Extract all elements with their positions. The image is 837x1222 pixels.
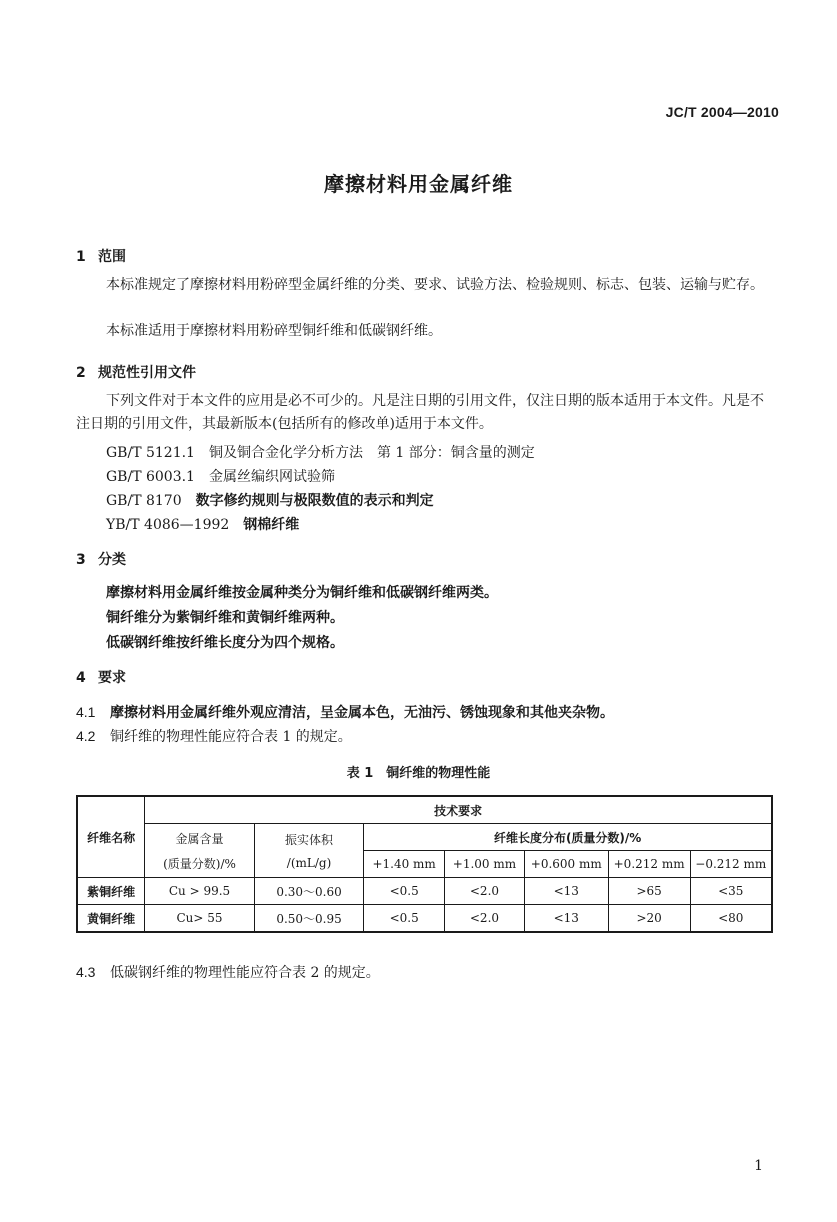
header-tech-requirements: 技术要求: [145, 796, 772, 824]
header-metal-line-2: (质量分数)/%: [163, 856, 236, 871]
reference-item: [106, 442, 535, 462]
section-number: 2: [76, 365, 86, 381]
section-title: 规范性引用文件: [98, 365, 196, 381]
cell-density: 0.50～0.95: [254, 905, 363, 933]
section-title: 要求: [98, 670, 126, 686]
section-4-heading: [76, 667, 126, 687]
reference-title: 钢棉纤维: [243, 517, 300, 533]
reference-item: [106, 490, 434, 510]
table-row: [77, 878, 772, 905]
header-length-col: +1.40 mm: [364, 851, 445, 878]
cell-length: <0.5: [364, 905, 445, 933]
reference-title: 数字修约规则与极限数值的表示和判定: [195, 493, 434, 509]
cell-density: 0.30～0.60: [254, 878, 363, 905]
clause-number: 4.2: [76, 728, 96, 744]
section-1-paragraph-2: 本标准适用于摩擦材料用粉碎型铜纤维和低碳钢纤维。: [106, 323, 442, 339]
header-metal-line-1: 金属含量: [175, 831, 224, 846]
header-length-col: +0.212 mm: [608, 851, 690, 878]
cell-length: <2.0: [445, 878, 525, 905]
page-number: 1: [754, 1158, 763, 1174]
cell-name: 紫铜纤维: [77, 878, 145, 905]
section-2-heading: [76, 362, 196, 382]
section-1-paragraph-1: 本标准规定了摩擦材料用粉碎型金属纤维的分类、要求、试验方法、检验规则、标志、包装、运输与贮存。: [106, 277, 764, 293]
reference-item: [106, 514, 299, 534]
reference-code: YB/T 4086—1992: [106, 517, 230, 533]
cell-name: 黄铜纤维: [77, 905, 145, 933]
header-density-line-1: 振实体积: [285, 833, 334, 847]
table-caption: 表 1 铜纤维的物理性能: [346, 766, 491, 781]
clause-text: 低碳钢纤维的物理性能应符合表 2 的规定。: [110, 965, 380, 981]
reference-title: 金属丝编织网试验筛: [208, 469, 335, 485]
header-density-line-2: /(mL/g): [286, 856, 332, 870]
section-3-heading: [76, 549, 126, 569]
page-title: 摩擦材料用金属纤维: [324, 172, 513, 196]
cell-length: <35: [690, 878, 772, 905]
section-number: 3: [76, 552, 86, 568]
standard-code: JC/T 2004—2010: [665, 104, 779, 120]
header-length-distribution: 纤维长度分布(质量分数)/%: [364, 824, 772, 851]
cell-length: <2.0: [445, 905, 525, 933]
cell-length: >20: [608, 905, 690, 933]
section-2-intro: 下列文件对于本文件的应用是必不可少的。凡是注日期的引用文件，仅注日期的版本适用于本文件。凡是不注日期的引用文件，其最新版本(包括所有的修改单)适用于本文件。: [76, 393, 764, 432]
cell-metal: Cu> 55: [145, 905, 255, 933]
classification-line: 低碳钢纤维按纤维长度分为四个规格。: [106, 635, 344, 651]
section-number: 4: [76, 670, 86, 686]
header-length-col: −0.212 mm: [690, 851, 772, 878]
reference-title: 铜及铜合金化学分析方法 第 1 部分：铜含量的测定: [208, 445, 535, 461]
section-title: 分类: [98, 552, 126, 568]
cell-length: <0.5: [364, 878, 445, 905]
header-length-col: +1.00 mm: [445, 851, 525, 878]
reference-code: GB/T 8170: [106, 493, 182, 509]
header-tap-volume: [254, 824, 363, 878]
classification-line: 铜纤维分为紫铜纤维和黄铜纤维两种。: [106, 610, 344, 626]
clause-4-2: [76, 726, 352, 746]
cell-metal: Cu > 99.5: [145, 878, 255, 905]
section-number: 1: [76, 249, 86, 265]
reference-code: GB/T 5121.1: [106, 445, 195, 461]
clause-4-3: [76, 962, 380, 982]
cell-length: <13: [524, 878, 608, 905]
table-row: [77, 905, 772, 933]
section-title: 范围: [98, 249, 126, 265]
clause-text: 铜纤维的物理性能应符合表 1 的规定。: [110, 729, 352, 745]
reference-item: [106, 466, 335, 486]
clause-number: 4.3: [76, 964, 96, 980]
cell-length: >65: [608, 878, 690, 905]
clause-4-1: [76, 702, 614, 722]
cell-length: <13: [524, 905, 608, 933]
reference-code: GB/T 6003.1: [106, 469, 195, 485]
cell-length: <80: [690, 905, 772, 933]
header-length-col: +0.600 mm: [524, 851, 608, 878]
physical-properties-table: [76, 795, 773, 933]
section-1-heading: [76, 246, 126, 266]
classification-line: 摩擦材料用金属纤维按金属种类分为铜纤维和低碳钢纤维两类。: [106, 585, 498, 601]
header-fiber-name: 纤维名称: [77, 796, 145, 878]
clause-text: 摩擦材料用金属纤维外观应清洁，呈金属本色，无油污、锈蚀现象和其他夹杂物。: [110, 705, 614, 721]
header-metal-content: [145, 824, 255, 878]
clause-number: 4.1: [76, 704, 96, 720]
